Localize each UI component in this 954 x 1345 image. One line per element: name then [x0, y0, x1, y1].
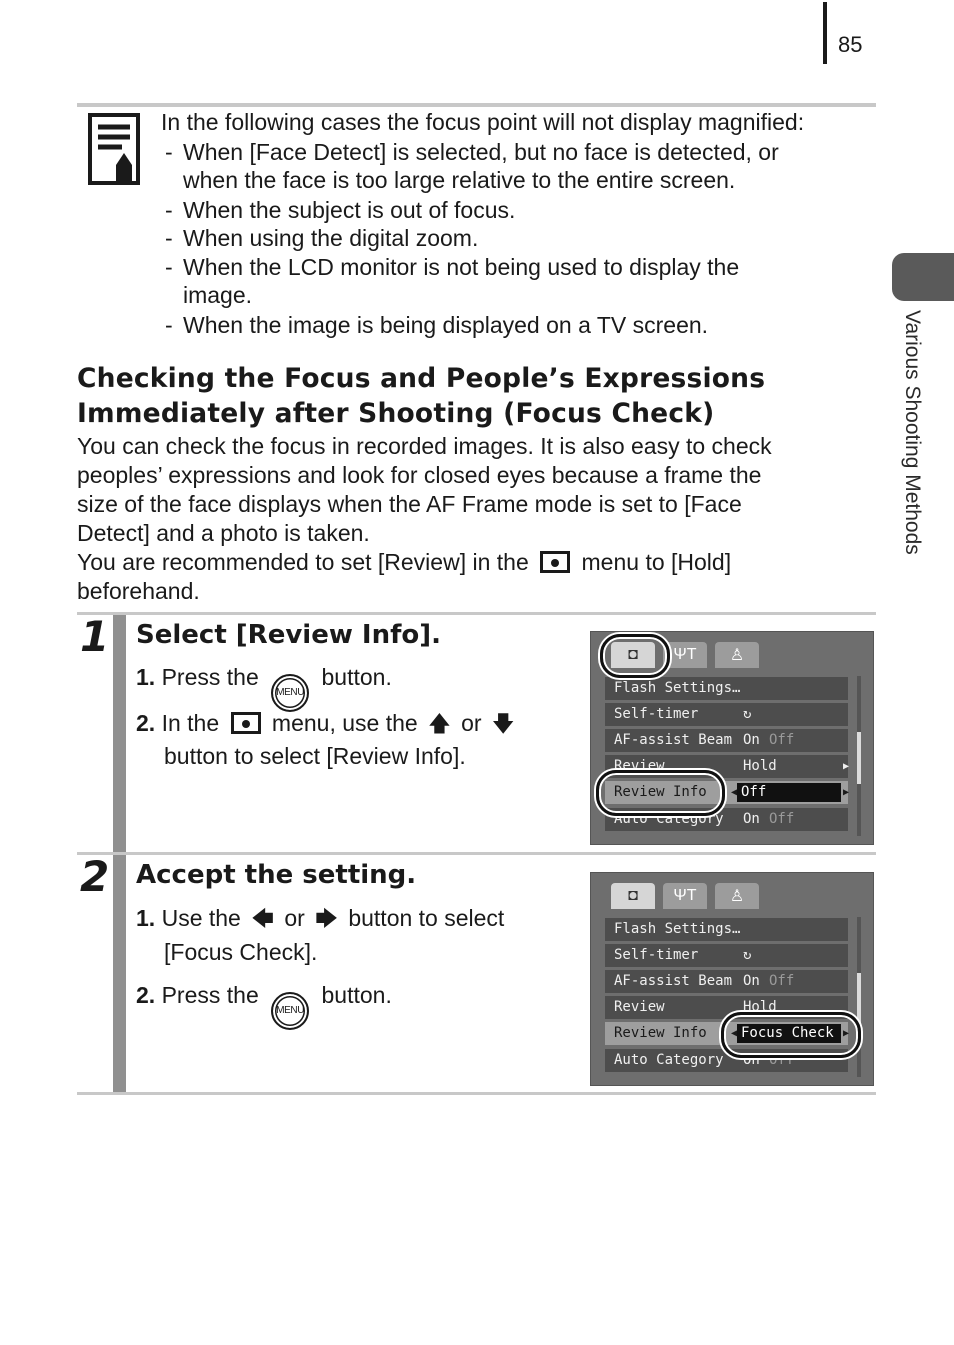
arrow-left-icon: ◀: [731, 787, 738, 798]
step-bar: [113, 615, 126, 853]
row-value: On: [743, 811, 760, 827]
chapter-label: Various Shooting Methods: [901, 310, 924, 555]
menu-button-icon: MENU: [271, 992, 309, 1030]
row-value-selected: Focus Check: [737, 1024, 841, 1043]
row-value-alt: Off: [769, 1052, 795, 1068]
note-item-line: When the LCD monitor is not being used to display the: [183, 254, 740, 280]
substep-text: or: [284, 905, 305, 931]
arrow-right-icon: 🡆: [315, 906, 338, 931]
section-heading: [77, 361, 867, 431]
step-bar: [113, 855, 126, 1093]
row-value: On: [743, 973, 760, 989]
row-value-alt: Off: [769, 811, 795, 827]
camera-scrollbar: [857, 917, 861, 1077]
arrow-right-icon: ▶: [843, 787, 850, 798]
row-label: Auto Category: [614, 1052, 724, 1068]
camera-menu-icon: [540, 551, 570, 573]
note-item-line: When [Face Detect] is selected, but no face is detected, or: [183, 139, 779, 165]
substep: [136, 707, 519, 740]
shooting-tab-icon: ◘: [611, 642, 655, 668]
camera-menu-row: [605, 970, 848, 993]
camera-menu-screen: [590, 872, 874, 1086]
bullet-dash: -: [165, 254, 173, 280]
substep-text: Press the: [161, 982, 259, 1008]
highlight-ring: [596, 770, 725, 816]
row-label: Self-timer: [614, 706, 699, 722]
note-item-line: image.: [183, 282, 253, 308]
highlight-ring: [721, 1012, 861, 1058]
body-line: You can check the focus in recorded images. It is also easy to check: [77, 433, 772, 459]
substep-text: In the: [161, 710, 220, 736]
self-timer-icon: ↻: [743, 706, 752, 722]
step-title: Select [Review Info].: [136, 620, 442, 650]
chapter-tab: [892, 253, 954, 301]
arrow-left-icon: 🡄: [251, 906, 274, 931]
arrow-down-icon: 🡇: [491, 711, 515, 736]
arrow-right-icon: ▶: [843, 1028, 850, 1039]
substep-text: Use the: [161, 905, 241, 931]
arrow-left-icon: ◀: [731, 1028, 738, 1039]
substep-number: 2.: [136, 982, 156, 1008]
camera-menu-row: [605, 918, 848, 941]
substep: [136, 902, 504, 935]
row-label: Review Info: [614, 784, 707, 800]
setup-tab-icon: ΨT: [663, 642, 707, 668]
bullet-dash: -: [165, 312, 173, 338]
note-item: [165, 253, 845, 309]
bullet-dash: -: [165, 225, 173, 251]
row-value: On: [743, 732, 760, 748]
scroll-thumb: [857, 973, 861, 1025]
section-heading-line: Immediately after Shooting (Focus Check): [77, 398, 715, 429]
scroll-thumb: [857, 732, 861, 784]
substep-text: button.: [321, 664, 392, 690]
substep-text: menu, use the: [271, 710, 418, 736]
row-label: Flash Settings…: [614, 921, 741, 937]
substep-continuation: button to select [Review Info].: [164, 743, 466, 769]
step-number: 1: [80, 612, 110, 661]
step-number: 2: [80, 852, 110, 901]
body-line: beforehand.: [77, 578, 200, 604]
self-timer-icon: ↻: [743, 947, 752, 963]
section-heading-line: Checking the Focus and People’s Expressions: [77, 363, 766, 394]
body-line: size of the face displays when the AF Frame mode is set to [Face: [77, 491, 742, 517]
substep: [136, 979, 392, 1030]
substep-number: 2.: [136, 710, 156, 736]
bullet-dash: -: [165, 139, 173, 165]
body-line: peoples’ expressions and look for closed eyes because a frame the: [77, 462, 762, 488]
substep-text: button.: [321, 982, 392, 1008]
highlight-ring: [600, 634, 670, 678]
camera-menu-row: [605, 703, 848, 726]
substep-number: 1.: [136, 664, 156, 690]
row-label: AF-assist Beam: [614, 732, 733, 748]
substep-number: 1.: [136, 905, 156, 931]
note-item: [165, 196, 845, 224]
note-item: [165, 138, 845, 194]
note-item: [165, 224, 845, 252]
substep-continuation: [Focus Check].: [164, 939, 318, 965]
note-item-line: When the image is being displayed on a TV screen.: [183, 312, 709, 338]
step-title: Accept the setting.: [136, 860, 417, 890]
note-item-line: When using the digital zoom.: [183, 225, 479, 251]
row-label: Self-timer: [614, 947, 699, 963]
page-number-bar: [823, 2, 827, 64]
my-menu-tab-icon: ♙: [715, 883, 759, 909]
setup-tab-icon: ΨT: [663, 883, 707, 909]
substep-text: Press the: [161, 664, 259, 690]
shooting-tab-icon: ◘: [611, 883, 655, 909]
camera-menu-row: [605, 677, 848, 700]
row-label: Auto Category: [614, 811, 724, 827]
note-item: [165, 311, 845, 339]
camera-menu-row: [605, 729, 848, 752]
row-label: AF-assist Beam: [614, 973, 733, 989]
camera-menu-row: [605, 944, 848, 967]
camera-scrollbar: [857, 676, 861, 836]
substep-text: or: [461, 710, 482, 736]
row-value-alt: Off: [769, 973, 795, 989]
row-label: Review: [614, 999, 665, 1015]
row-value-alt: Off: [769, 732, 795, 748]
my-menu-tab-icon: ♙: [715, 642, 759, 668]
recommendation-line: [77, 548, 731, 577]
menu-button-icon: MENU: [271, 674, 309, 712]
note-divider: [77, 103, 876, 107]
recommendation-text: You are recommended to set [Review] in the: [77, 549, 529, 575]
camera-menu-icon: [231, 712, 261, 734]
page-number: 85: [838, 32, 863, 57]
row-label: Review Info: [614, 1025, 707, 1041]
step-divider: [77, 852, 876, 855]
step-divider: [77, 612, 876, 615]
row-value: Hold: [743, 758, 777, 774]
substep-text: button to select: [348, 905, 505, 931]
note-item-line: When the subject is out of focus.: [183, 197, 516, 223]
note-icon: [88, 113, 142, 187]
recommendation-text: menu to [Hold]: [581, 549, 732, 575]
arrow-right-icon: ▶: [843, 761, 850, 772]
bullet-dash: -: [165, 197, 173, 223]
row-value: Hold: [743, 999, 777, 1015]
note-title: In the following cases the focus point will not display magnified:: [161, 109, 805, 135]
camera-menu-screen: [590, 631, 874, 845]
row-value: On: [743, 1052, 760, 1068]
row-label: Flash Settings…: [614, 680, 741, 696]
step-divider: [77, 1092, 876, 1095]
substep: [136, 661, 392, 712]
arrow-up-icon: 🡅: [428, 711, 451, 736]
row-label: Review: [614, 758, 665, 774]
row-value-selected: Off: [737, 783, 841, 802]
body-line: Detect] and a photo is taken.: [77, 520, 370, 546]
note-item-line: when the face is too large relative to the entire screen.: [183, 167, 736, 193]
